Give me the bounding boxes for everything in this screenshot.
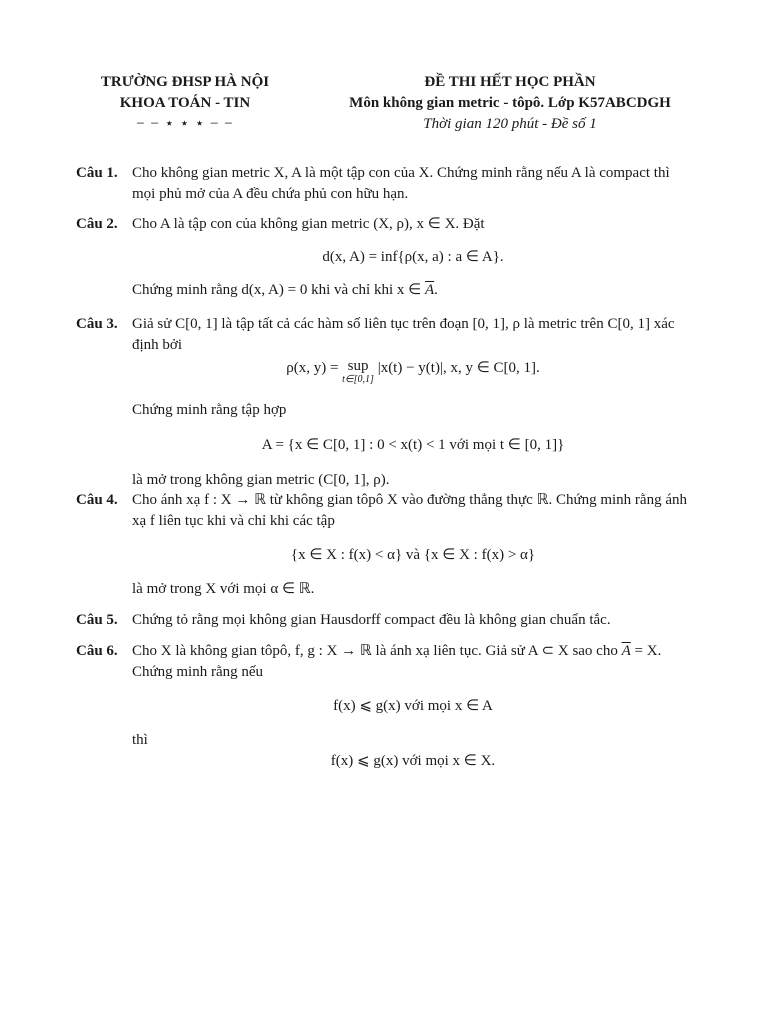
question-label: Câu 3. bbox=[76, 316, 118, 332]
question-label: Câu 4. bbox=[76, 492, 118, 508]
intro-part-b: = X. Chứng minh rằng nếu bbox=[132, 643, 662, 680]
formula-rhs: |x(t) − y(t)|, x, y ∈ C[0, 1]. bbox=[373, 360, 540, 376]
question-4 bbox=[76, 490, 694, 600]
closure-set: $\overline{A}$ bbox=[621, 643, 631, 659]
formula-distance: d(x, A) = inf{ρ(x, a) : a ∈ A}. bbox=[322, 249, 504, 265]
sup-subscript: t∈[0,1] bbox=[342, 374, 374, 385]
question-1 bbox=[76, 163, 694, 205]
formula-preimage-sets: {x ∈ X : f(x) < α} và {x ∈ X : f(x) > α} bbox=[290, 547, 536, 563]
question-conclusion: là mở trong X với mọi α ∈ ℝ. bbox=[132, 581, 315, 597]
conclusion-text: Chứng minh rằng d(x, A) = 0 khi và chỉ khi x ∈ bbox=[132, 282, 425, 298]
formula-inequality-x: f(x) ⩽ g(x) với mọi x ∈ X. bbox=[330, 753, 496, 769]
question-label: Câu 5. bbox=[76, 612, 118, 628]
formula-inequality-a: f(x) ⩽ g(x) với mọi x ∈ A bbox=[333, 698, 493, 714]
question-label: Câu 6. bbox=[76, 643, 118, 659]
header-right bbox=[300, 72, 720, 135]
question-5 bbox=[76, 610, 694, 631]
question-intro bbox=[132, 641, 694, 683]
question-3 bbox=[76, 314, 694, 491]
conclusion-end: . bbox=[434, 282, 438, 298]
question-intro: Cho ánh xạ f : X → ℝ từ không gian tôpô X vào đường thẳng thực ℝ. Chứng minh rằng ánh xạ f liên tục khi và chỉ khi các tập bbox=[132, 492, 687, 529]
decorative-stars: − − ⋆ ⋆ ⋆ − − bbox=[136, 116, 234, 132]
question-middle: thì bbox=[132, 732, 148, 748]
formula-sup-metric bbox=[132, 358, 694, 386]
question-text: Chứng tỏ rằng mọi không gian Hausdorff compact đều là không gian chuẩn tắc. bbox=[132, 612, 611, 628]
question-label: Câu 2. bbox=[76, 216, 118, 232]
question-intro: Cho A là tập con của không gian metric (X, ρ), x ∈ X. Đặt bbox=[132, 216, 485, 232]
exam-title: ĐỀ THI HẾT HỌC PHẦN bbox=[424, 74, 596, 90]
question-middle: Chứng minh rằng tập hợp bbox=[132, 402, 287, 418]
question-2 bbox=[76, 214, 694, 301]
header-left bbox=[70, 72, 300, 135]
course-title: Môn không gian metric - tôpô. Lớp K57ABCDGH bbox=[349, 95, 671, 111]
exam-time: Thời gian 120 phút - Đề số 1 bbox=[423, 116, 597, 132]
question-conclusion bbox=[132, 280, 694, 301]
formula-set-a: A = {x ∈ C[0, 1] : 0 < x(t) < 1 với mọi t ∈ [0, 1]} bbox=[261, 437, 565, 453]
formula-lhs: ρ(x, y) = bbox=[286, 360, 343, 376]
closure-set: $\overline{A}$ bbox=[424, 282, 435, 298]
question-text: Cho không gian metric X, A là một tập con của X. Chứng minh rằng nếu A là compact thì mọi phủ mở của A đều chứa phủ con hữu hạn. bbox=[132, 165, 670, 202]
sup-operator bbox=[342, 358, 374, 386]
question-6 bbox=[76, 641, 694, 772]
question-conclusion: là mở trong không gian metric (C[0, 1], ρ). bbox=[132, 472, 390, 488]
faculty-name: KHOA TOÁN - TIN bbox=[119, 95, 251, 111]
question-label: Câu 1. bbox=[76, 165, 118, 181]
sup-text: sup bbox=[347, 358, 369, 374]
question-intro: Giả sử C[0, 1] là tập tất cả các hàm số liên tục trên đoạn [0, 1], ρ là metric trên C[0, 1] xác định bởi bbox=[132, 316, 675, 353]
intro-part-a: Cho X là không gian tôpô, f, g : X → ℝ là ánh xạ liên tục. Giả sử A ⊂ X sao cho bbox=[132, 643, 622, 659]
school-name: TRƯỜNG ĐHSP HÀ NỘI bbox=[100, 74, 270, 90]
